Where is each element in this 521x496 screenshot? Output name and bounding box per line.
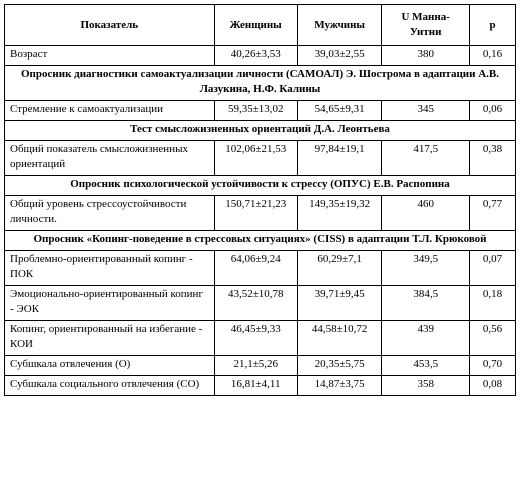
header-mann-whitney: U Манна-Уитни bbox=[382, 5, 470, 46]
women-value: 64,06±9,24 bbox=[214, 251, 297, 286]
women-value: 46,45±9,33 bbox=[214, 321, 297, 356]
table-row bbox=[5, 356, 516, 376]
table-row bbox=[5, 101, 516, 121]
p-value: 0,08 bbox=[470, 376, 516, 396]
indicator-cell: Субшкала социального отвлечения (СО) bbox=[5, 376, 215, 396]
u-value: 417,5 bbox=[382, 141, 470, 176]
header-men: Мужчины bbox=[297, 5, 381, 46]
header-row bbox=[5, 5, 516, 46]
u-value: 349,5 bbox=[382, 251, 470, 286]
table-row bbox=[5, 251, 516, 286]
p-value: 0,06 bbox=[470, 101, 516, 121]
table-row bbox=[5, 141, 516, 176]
u-value: 453,5 bbox=[382, 356, 470, 376]
u-value: 380 bbox=[382, 46, 470, 66]
statistics-table bbox=[4, 4, 516, 396]
table-row bbox=[5, 286, 516, 321]
section-title: Опросник «Копинг-поведение в стрессовых ситуациях» (CISS) в адаптации Т.Л. Крюковой bbox=[5, 231, 516, 251]
u-value: 345 bbox=[382, 101, 470, 121]
indicator-cell: Общий уровень стрессоустойчивости личности. bbox=[5, 196, 215, 231]
table-row bbox=[5, 196, 516, 231]
men-value: 149,35±19,32 bbox=[297, 196, 381, 231]
p-value: 0,56 bbox=[470, 321, 516, 356]
women-value: 102,06±21,53 bbox=[214, 141, 297, 176]
u-value: 384,5 bbox=[382, 286, 470, 321]
women-value: 59,35±13,02 bbox=[214, 101, 297, 121]
section-title: Опросник диагностики самоактуализации личности (САМОАЛ) Э. Шострома в адаптации А.В. Лазукина, Н.Ф. Калины bbox=[5, 66, 516, 101]
indicator-cell: Копинг, ориентированный на избегание - КОИ bbox=[5, 321, 215, 356]
indicator-cell: Стремление к самоактуализации bbox=[5, 101, 215, 121]
p-value: 0,07 bbox=[470, 251, 516, 286]
section-row bbox=[5, 176, 516, 196]
indicator-cell: Проблемно-ориентированный копинг - ПОК bbox=[5, 251, 215, 286]
table-row bbox=[5, 321, 516, 356]
p-value: 0,77 bbox=[470, 196, 516, 231]
p-value: 0,70 bbox=[470, 356, 516, 376]
section-row bbox=[5, 121, 516, 141]
men-value: 20,35±5,75 bbox=[297, 356, 381, 376]
indicator-cell: Субшкала отвлечения (О) bbox=[5, 356, 215, 376]
p-value: 0,16 bbox=[470, 46, 516, 66]
men-value: 54,65±9,31 bbox=[297, 101, 381, 121]
men-value: 44,58±10,72 bbox=[297, 321, 381, 356]
indicator-cell: Возраст bbox=[5, 46, 215, 66]
women-value: 21,1±5,26 bbox=[214, 356, 297, 376]
p-value: 0,38 bbox=[470, 141, 516, 176]
men-value: 97,84±19,1 bbox=[297, 141, 381, 176]
u-value: 358 bbox=[382, 376, 470, 396]
section-row bbox=[5, 231, 516, 251]
women-value: 43,52±10,78 bbox=[214, 286, 297, 321]
u-value: 439 bbox=[382, 321, 470, 356]
table-row bbox=[5, 46, 516, 66]
women-value: 150,71±21,23 bbox=[214, 196, 297, 231]
men-value: 39,03±2,55 bbox=[297, 46, 381, 66]
table-row bbox=[5, 376, 516, 396]
header-indicator: Показатель bbox=[5, 5, 215, 46]
section-title: Тест смысложизненных ориентаций Д.А. Леонтьева bbox=[5, 121, 516, 141]
header-p-value: p bbox=[470, 5, 516, 46]
women-value: 40,26±3,53 bbox=[214, 46, 297, 66]
u-value: 460 bbox=[382, 196, 470, 231]
men-value: 14,87±3,75 bbox=[297, 376, 381, 396]
men-value: 60,29±7,1 bbox=[297, 251, 381, 286]
indicator-cell: Общий показатель смысложизненных ориентаций bbox=[5, 141, 215, 176]
section-row bbox=[5, 66, 516, 101]
indicator-cell: Эмоционально-ориентированный копинг - ЭОК bbox=[5, 286, 215, 321]
women-value: 16,81±4,11 bbox=[214, 376, 297, 396]
section-title: Опросник психологической устойчивости к стрессу (ОПУС) Е.В. Распопина bbox=[5, 176, 516, 196]
p-value: 0,18 bbox=[470, 286, 516, 321]
header-women: Женщины bbox=[214, 5, 297, 46]
men-value: 39,71±9,45 bbox=[297, 286, 381, 321]
